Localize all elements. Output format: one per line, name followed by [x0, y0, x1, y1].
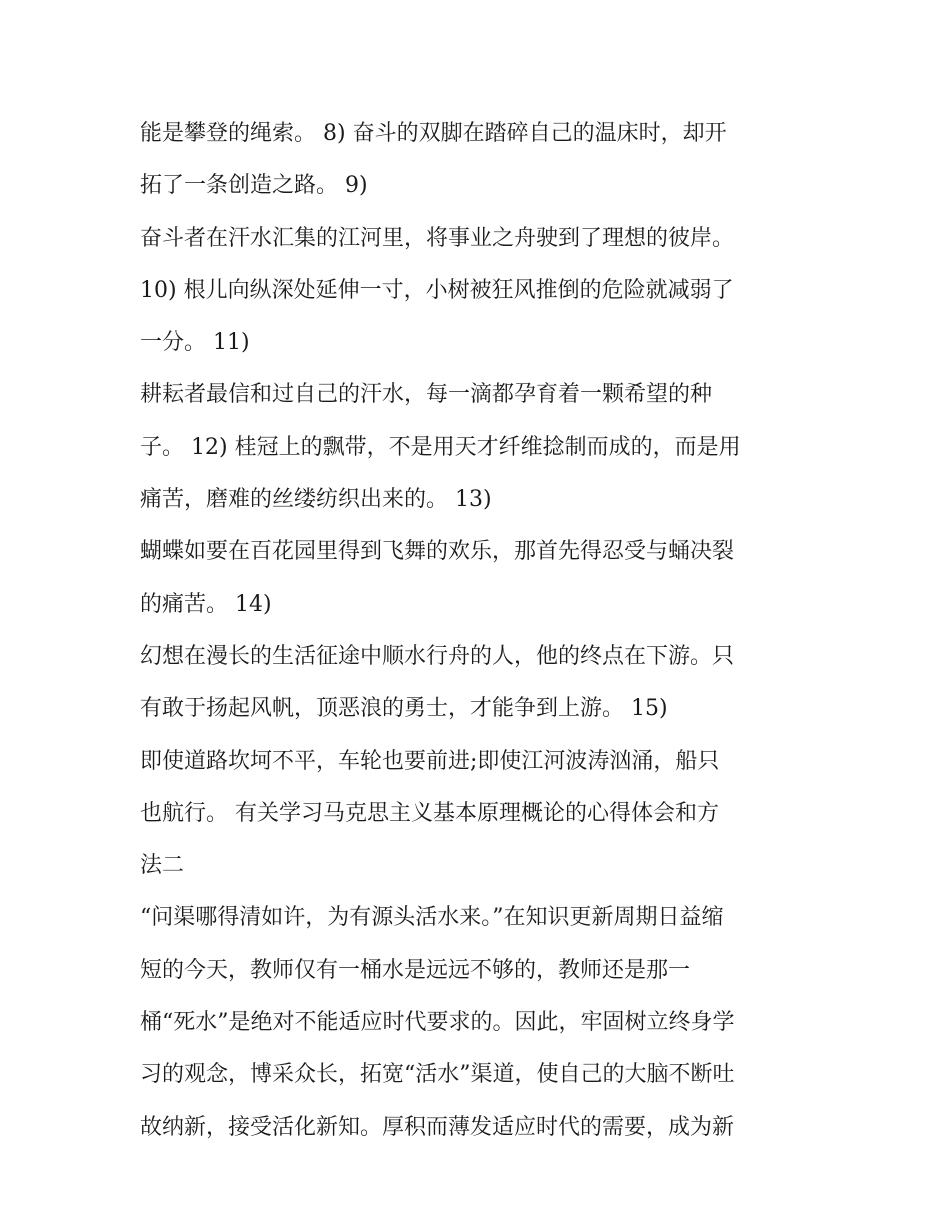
- text-line: 能是攀登的绳索。 8) 奋斗的双脚在踏碎自己的温床时，却开: [140, 121, 727, 146]
- text-line: 也航行。 有关学习马克思主义基本原理概论的心得体会和方: [140, 800, 719, 826]
- text-line: 耕耘者最信和过自己的汗水，每一滴都孕育着一颗希望的种: [140, 382, 713, 408]
- text-line: 幻想在漫长的生活征途中顺水行舟的人，他的终点在下游。只: [140, 643, 735, 669]
- text-line: 故纳新，接受活化新知。厚积而薄发适应时代的需要，成为新: [140, 1114, 735, 1140]
- text-line: 习的观念，博采众长，拓宽“活水”渠道，使自己的大脑不断吐: [140, 1062, 735, 1088]
- text-line: 10) 根儿向纵深处延伸一寸，小树被狂风推倒的危险就减弱了: [140, 277, 734, 303]
- text-line: 的痛苦。 14): [140, 591, 272, 617]
- text-line: 子。 12) 桂冠上的飘带，不是用天才纤维捻制而成的，而是用: [140, 434, 741, 460]
- text-line: 法二: [140, 853, 185, 879]
- text-line: 拓了一条创造之路。 9): [140, 173, 368, 199]
- text-line: 即使道路坎坷不平，车轮也要前进;即使江河波涛汹涌，船只: [140, 748, 720, 774]
- text-line: 奋斗者在汗水汇集的江河里，将事业之舟驶到了理想的彼岸。: [140, 225, 735, 251]
- text-line: 蝴蝶如要在百花园里得到飞舞的欢乐，那首先得忍受与蛹决裂: [140, 539, 735, 565]
- text-line: 痛苦，磨难的丝缕纺织出来的。 13): [140, 487, 492, 513]
- text-line: 桶“死水”是绝对不能适应时代要求的。因此，牢固树立终身学: [140, 1010, 735, 1036]
- text-line: 有敢于扬起风帆，顶恶浪的勇士，才能争到上游。 15): [140, 696, 668, 722]
- body-text: [140, 108, 820, 1154]
- text-line: “问渠哪得清如许，为有源头活水来。”在知识更新周期日益缩: [140, 905, 724, 931]
- text-line: 短的今天，教师仅有一桶水是远远不够的，教师还是那一: [140, 957, 691, 983]
- text-line: 一分。 11): [140, 330, 250, 356]
